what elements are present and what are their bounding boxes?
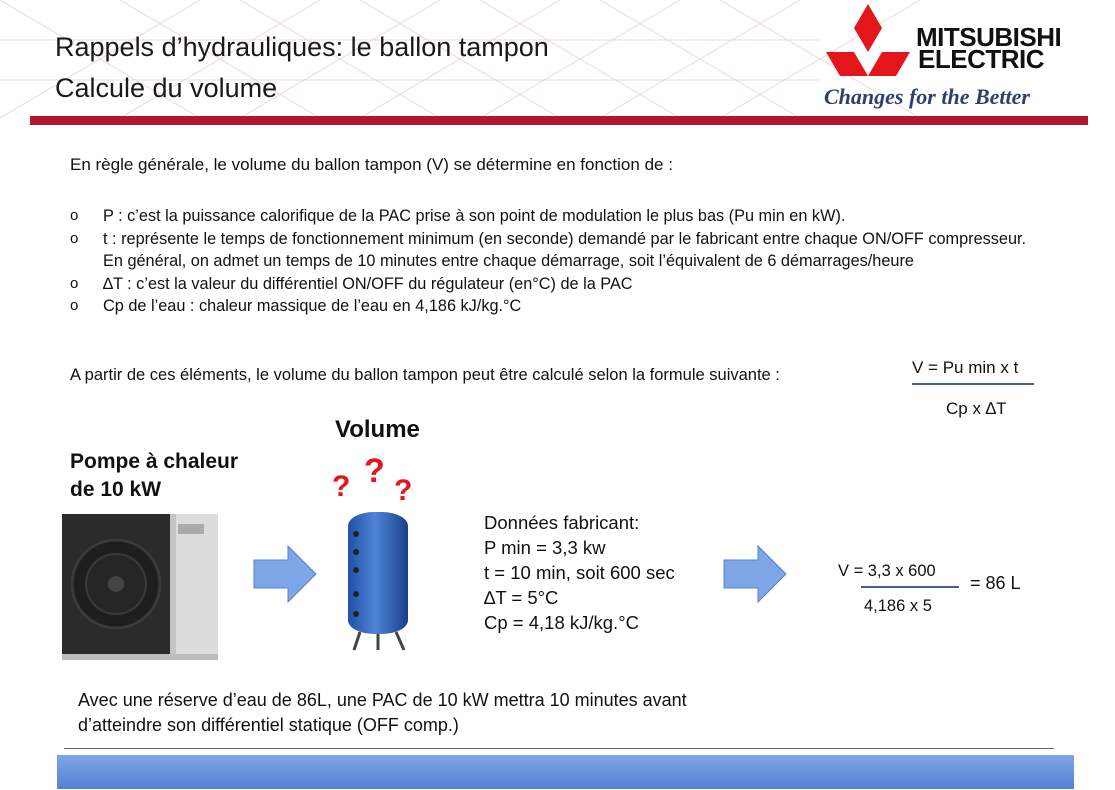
bullet-mark: o: [70, 207, 79, 224]
bullet-text: P : c’est la puissance calorifique de la PAC prise à son point de modulation le plus bas (Pu min en kW).: [103, 207, 846, 225]
three-diamonds-icon: [824, 2, 914, 82]
conclusion-line: d’atteindre son différentiel statique (OFF comp.): [78, 715, 459, 735]
bullet-text: ∆T : c’est la valeur du différentiel ON/OFF du régulateur (en°C) de la PAC: [103, 274, 633, 293]
slogan: Changes for the Better: [824, 84, 1030, 109]
slide-subtitle: Calcule du volume: [55, 73, 278, 103]
bullet-mark: o: [70, 297, 79, 314]
intro-text: En règle générale, le volume du ballon tampon (V) se détermine en fonction de :: [70, 155, 673, 174]
data-title: Données fabricant:: [484, 512, 640, 533]
pump-label: [70, 448, 238, 504]
bullet-item: [70, 273, 1030, 296]
bullet-item: [70, 295, 1030, 318]
heat-pump-unit-image: [60, 512, 230, 662]
footer-bar: [57, 755, 1074, 789]
arrow-right-icon: [252, 544, 322, 604]
bullet-item: [70, 228, 1030, 273]
question-mark: ?: [332, 470, 351, 503]
pump-label-line1: Pompe à chaleur: [70, 450, 239, 473]
mitsubishi-logo: [820, 2, 1090, 114]
bullet-text: t : représente le temps de fonctionnement minimum (en seconde) demandé par le fabricant entre chaque ON/OFF compresseur. En général, on admet un temps de 10 minutes entre chaque démarrage, soit l’équivalent de 6 démarrages/heure: [103, 229, 1027, 270]
formula-intro: A partir de ces éléments, le volume du ballon tampon peut être calculé selon la formule suivante :: [70, 366, 780, 384]
formula-denominator: Cp x ∆T: [946, 399, 1007, 418]
formula-numerator: V = Pu min x t: [912, 358, 1019, 377]
result-fraction-bar: [861, 586, 959, 588]
result-value: = 86 L: [970, 573, 1021, 593]
data-line: ∆T = 5°C: [484, 587, 559, 608]
data-line: t = 10 min, soit 600 sec: [484, 562, 675, 583]
bullet-item: [70, 205, 1030, 228]
bullet-list: [70, 205, 1030, 318]
data-line: P min = 3,3 kw: [484, 537, 606, 558]
brand-line-1: MITSUBISHI: [916, 22, 1062, 52]
question-mark: ?: [394, 474, 413, 507]
slide-title: Rappels d’hydrauliques: le ballon tampon: [55, 32, 549, 62]
data-line: Cp = 4,18 kJ/kg.°C: [484, 612, 639, 633]
arrow-right-icon: [722, 544, 792, 604]
brand-line-2: ELECTRIC: [918, 44, 1044, 74]
formula-fraction-bar: [912, 383, 1034, 385]
header-rule: [30, 116, 1088, 125]
bullet-text: Cp de l’eau : chaleur massique de l’eau en 4,186 kJ/kg.°C: [103, 297, 522, 315]
buffer-tank-image: [342, 504, 422, 654]
result-numerator: V = 3,3 x 600: [838, 562, 936, 580]
question-mark: ?: [364, 452, 385, 490]
conclusion-text: [78, 688, 687, 738]
bullet-mark: o: [70, 229, 79, 247]
pump-label-line2: de 10 kW: [70, 478, 162, 501]
bullet-mark: o: [70, 274, 79, 292]
footer-rule: [64, 748, 1054, 749]
conclusion-line: Avec une réserve d’eau de 86L, une PAC de 10 kW mettra 10 minutes avant: [78, 690, 687, 710]
manufacturer-data: [484, 510, 675, 635]
volume-label: Volume: [335, 416, 420, 443]
result-denominator: 4,186 x 5: [864, 597, 932, 615]
